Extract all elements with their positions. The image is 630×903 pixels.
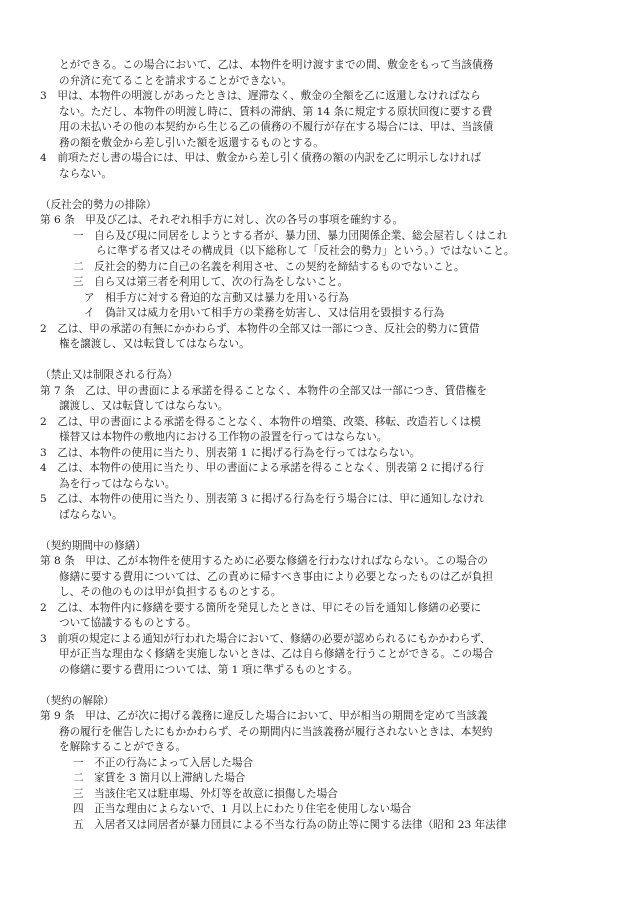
- text-line: イ 偽計又は威力を用いて相手方の業務を妨害し、又は信用を毀損する行為: [84, 307, 445, 319]
- text-line: 4 乙は、本物件の使用に当たり、甲の書面による承諾を得ることなく、別表第 2 に掲げる行: [40, 462, 484, 474]
- text-line: 第 7 条 乙は、甲の書面による承諾を得ることなく、本物件の全部又は一部につき、賃借権を: [40, 384, 487, 397]
- blank-line: [40, 353, 600, 369]
- text-line: 用の未払いその他の本契約から生じる乙の債務の不履行が存在する場合には、甲は、当該債: [59, 121, 494, 133]
- text-line: 3 前項の規定による通知が行われた場合において、修繕の必要が認められるにもかかわらず、: [40, 632, 491, 645]
- text-line: 四 正当な理由によらないで、1 月以上にわたり住宅を使用しない場合: [73, 803, 412, 815]
- text-line: の修繕に要する費用については、第 1 項に準ずるものとする。: [59, 663, 359, 676]
- text-line: 一 自ら及び現に同居をしようとする者が、暴力団、暴力団関係企業、総会屋若しくはこれ: [73, 229, 508, 242]
- text-line: 5 乙は、本物件の使用に当たり、別表第 3 に掲げる行為を行う場合には、甲に通知しなけれ: [40, 493, 484, 505]
- text-line: 2 乙は、本物件内に修繕を要する箇所を発見したときは、甲にその旨を通知し修繕の必要に: [40, 601, 482, 614]
- text-line: 3 乙は、本物件の使用に当たり、別表第 1 に掲げる行為を行ってはならない。: [40, 446, 421, 459]
- text-line: 務の履行を催告したにもかかわらず、その期間内に当該義務が履行されないときは、本契約: [59, 725, 493, 738]
- text-line: 二 反社会的勢力に自己の名義を利用させ、この契約を締結するものでないこと。: [73, 260, 465, 273]
- text-line: ア 相手方に対する脅迫的な言動又は暴力を用いる行為: [84, 291, 349, 304]
- text-line: （禁止又は制限される行為）: [40, 369, 178, 381]
- text-line: 権を譲渡し、又は転貸してはならない。: [59, 338, 250, 350]
- text-line: 2 乙は、甲の承諾の有無にかかわらず、本物件の全部又は一部につき、反社会的勢力に賃借: [40, 322, 480, 335]
- text-line: 譲渡し、又は転貸してはならない。: [59, 400, 229, 412]
- blank-line: [40, 523, 600, 539]
- text-line: の弁済に充てることを請求することができない。: [59, 74, 293, 87]
- text-line: 為を行ってはならない。: [59, 477, 176, 490]
- text-line: 様替又は本物件の敷地内における工作物の設置を行ってはならない。: [59, 431, 388, 443]
- blank-line: [40, 678, 600, 694]
- text-line: 第 8 条 甲は、乙が本物件を使用するために必要な修繕を行わなければならない。この場合の: [40, 555, 488, 567]
- text-line: 務の額を敷金から差し引いた額を返還するものとする。: [59, 136, 324, 149]
- text-line: ついて協議するものとする。: [59, 617, 197, 629]
- text-line: 修繕に要する費用については、乙の責めに帰すべき事由により必要となったものは乙が負担: [59, 570, 493, 583]
- text-line: し、その他のものは甲が負担するものとする。: [59, 586, 282, 598]
- text-line: 2 乙は、甲の書面による承諾を得ることなく、本物件の増築、改築、移転、改造若しくは模: [40, 415, 481, 428]
- text-line: 3 甲は、本物件の明渡しがあったときは、遅滞なく、敷金の全額を乙に返還しなければなら: [40, 90, 481, 102]
- text-line: ばならない。: [59, 508, 123, 521]
- text-line: とができる。この場合において、乙は、本物件を明け渡すまでの間、敷金をもって当該債務: [59, 59, 494, 71]
- text-line: を解除することができる。: [59, 741, 187, 753]
- text-line: 三 当該住宅又は駐車場、外灯等を故意に損傷した場合: [73, 787, 338, 800]
- document-page: [40, 58, 600, 833]
- text-line: ない。ただし、本物件の明渡し時に、賃料の滞納、第 14 条に規定する原状回復に要する費: [59, 105, 493, 118]
- text-line: ならない。: [59, 167, 112, 180]
- text-line: （契約の解除）: [40, 694, 115, 707]
- blank-line: [40, 182, 600, 198]
- text-line: 三 自ら又は第三者を利用して、次の行為をしないこと。: [73, 276, 349, 288]
- text-line: 二 家賃を 3 箇月以上滞納した場合: [73, 772, 246, 784]
- text-line: （反社会的勢力の排除）: [40, 198, 157, 211]
- text-line: 第 9 条 甲は、乙が次に掲げる義務に違反した場合において、甲が相当の期間を定めて当該義: [40, 710, 488, 722]
- text-line: 五 入居者又は同居者が暴力団員による不当な行為の防止等に関する法律（昭和 23 年法律: [73, 818, 507, 831]
- text-line: 第 6 条 甲及び乙は、それぞれ相手方に対し、次の各号の事項を確約する。: [40, 214, 404, 226]
- text-line: らに準ずる者又はその構成員（以下総称して「反社会的勢力」という。）ではないこと。: [96, 245, 515, 257]
- text-line: 一 不正の行為によって入居した場合: [73, 756, 254, 769]
- text-line: 4 前項ただし書の場合には、甲は、敷金から差し引く債務の額の内訳を乙に明示しなければ: [40, 152, 482, 164]
- text-line: （契約期間中の修繕）: [40, 539, 146, 552]
- text-line: 甲が正当な理由なく修繕を実施しないときは、乙は自ら修繕を行うことができる。この場合: [59, 648, 494, 660]
